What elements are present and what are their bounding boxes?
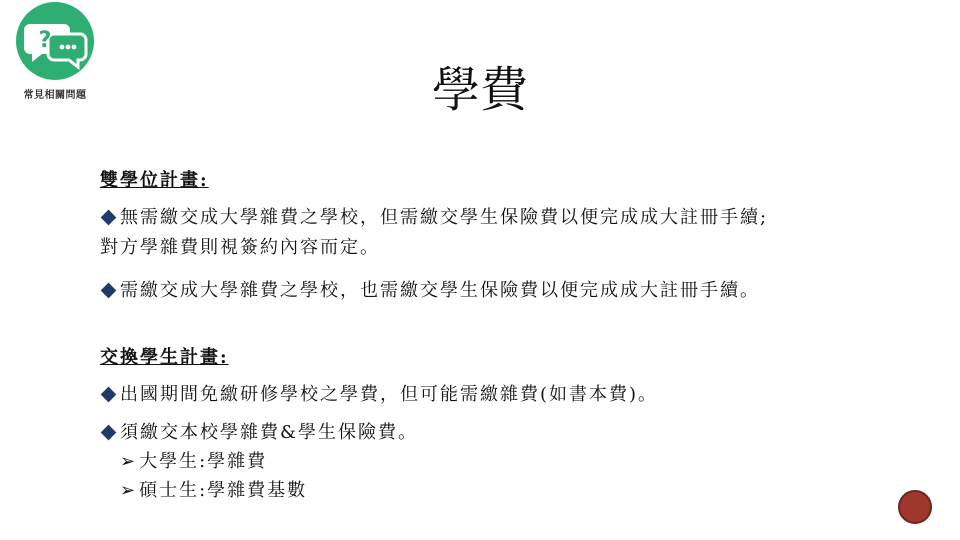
page-number-badge: [898, 490, 932, 524]
section-heading-exchange: 交換學生計畫:: [100, 347, 229, 368]
list-item: [100, 382, 658, 408]
diamond-bullet-icon: [101, 210, 117, 226]
list-item-text: 需繳交成大學雜費之學校，也需繳交學生保險費以便完成成大註冊手續。: [120, 280, 760, 301]
logo-caption: 常見相關問題: [23, 90, 87, 101]
list-item-text: 出國期間免繳研修學校之學費，但可能需繳雜費(如書本費)。: [120, 384, 659, 405]
section-heading-double-degree: 雙學位計畫:: [100, 170, 209, 191]
diamond-bullet-icon: [101, 425, 117, 441]
list-item-text: 須繳交本校學雜費&學生保險費。: [120, 422, 419, 443]
diamond-bullet-icon: [101, 283, 117, 299]
svg-text:?: ?: [38, 28, 52, 53]
sub-list-item-text: 大學生:學雜費: [139, 451, 268, 472]
diamond-bullet-icon: [101, 387, 117, 403]
list-item-continuation: 對方學雜費則視簽約內容而定。: [100, 237, 380, 258]
page-title: 學費: [431, 62, 528, 118]
arrow-bullet-icon: ➢: [120, 451, 138, 472]
question-chat-icon: [16, 2, 94, 80]
arrow-bullet-icon: ➢: [120, 480, 138, 501]
list-item: [100, 420, 418, 446]
list-item: [100, 278, 760, 304]
sub-list-item: [120, 449, 267, 475]
list-item-text: 無需繳交成大學雜費之學校，但需繳交學生保險費以便完成成大註冊手續;: [120, 207, 769, 228]
list-item: [100, 205, 768, 231]
sub-list-item: [120, 478, 307, 504]
faq-logo: [16, 2, 94, 100]
sub-list-item-text: 碩士生:學雜費基數: [139, 480, 308, 501]
